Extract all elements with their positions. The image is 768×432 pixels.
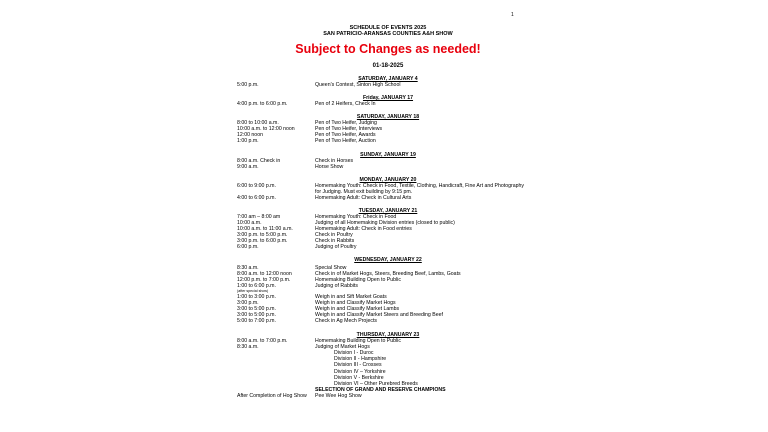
event-time: 4:00 p.m. to 6:00 p.m. — [237, 101, 288, 107]
event-description: Weigh in and Classify Market Hogs — [315, 300, 396, 306]
event-time: 1:00 to 3:00 p.m. — [237, 294, 276, 300]
event-time: 5:00 p.m. — [237, 82, 259, 88]
day-heading: Friday, JANUARY 17 — [362, 95, 414, 101]
schedule-row — [0, 82, 768, 89]
event-time: 3:00 p.m. to 5:00 p.m. — [237, 232, 288, 238]
event-description: Pee Wee Hog Show — [315, 393, 362, 399]
event-description: Check in of Market Hogs, Steers, Breeding Beef, Lambs, Goats — [315, 271, 461, 277]
event-time: 9:00 a.m. — [237, 164, 259, 170]
day-heading: SATURDAY, JANUARY 4 — [358, 76, 418, 82]
event-time: 7:00 am – 8:00 am — [237, 214, 281, 220]
event-description: Homemaking Building Open to Public — [315, 277, 401, 283]
schedule-row — [0, 244, 768, 251]
event-description: Judging of Market Hogs — [315, 344, 370, 350]
event-description: Pen of Two Heifer, Awards — [315, 132, 376, 138]
event-description: Weigh in and Classify Market Lambs — [315, 306, 400, 312]
schedule-row — [0, 195, 768, 202]
event-time: 1:00 to 6:00 p.m. — [237, 283, 276, 289]
event-description: Check in Poultry — [315, 232, 353, 238]
event-time: 6:00 to 9:00 p.m. — [237, 183, 276, 189]
schedule-row — [0, 318, 768, 325]
event-time: 8:00 a.m. to 7:00 p.m. — [237, 338, 288, 344]
event-description: Special Show — [315, 265, 347, 271]
event-time: 6:00 p.m. — [237, 244, 259, 250]
event-time: 8:30 a.m. — [237, 265, 259, 271]
event-description: Homemaking Youth: Check in Food — [315, 214, 397, 220]
schedule-title: SCHEDULE OF EVENTS 2025 — [349, 25, 427, 31]
show-name: SAN PATRICIO-ARANSAS COUNTIES A&H SHOW — [323, 31, 453, 37]
event-description: Pen of Two Heifer, Auction — [315, 138, 376, 144]
event-description: for Judging. Must exit building by 9:15 pm. — [315, 189, 413, 195]
schedule-row — [0, 164, 768, 171]
event-description: Pen of Two Heifer, Interviews — [315, 126, 383, 132]
event-time: 10:00 a.m. — [237, 220, 262, 226]
event-time: 8:00 a.m. Check in — [237, 158, 281, 164]
event-time: 3:00 p.m. to 6:00 p.m. — [237, 238, 288, 244]
event-time: 3:00 p.m. — [237, 300, 259, 306]
event-time: 4:00 to 6:00 p.m. — [237, 195, 276, 201]
event-time: 8:30 a.m. — [237, 344, 259, 350]
event-description: Judging of Rabbits — [315, 283, 358, 289]
event-description: Queen's Contest, Sinton High School — [315, 82, 401, 88]
revision-date: 01-18-2025 — [372, 63, 404, 69]
event-description: Weigh in and Sift Market Goats — [315, 294, 387, 300]
event-description: Homemaking Building Open to Public — [315, 338, 401, 344]
hog-division: Division I - Duroc — [334, 350, 374, 356]
schedule-row — [0, 393, 768, 400]
day-heading: MONDAY, JANUARY 20 — [359, 177, 417, 183]
event-time: 1:00 p.m. — [237, 138, 259, 144]
day-heading: TUESDAY, JANUARY 21 — [358, 208, 418, 214]
event-time: 5:00 to 7:00 p.m. — [237, 318, 276, 324]
hog-division: Division II - Hampshire — [334, 356, 387, 362]
schedule-row — [0, 283, 768, 293]
event-description: Pen of 2 Heifers, Check In — [315, 101, 376, 107]
event-time: After Completion of Hog Show — [237, 393, 307, 399]
event-description: Homemaking Adult: Check in Food entries — [315, 226, 412, 232]
day-heading: SUNDAY, JANUARY 19 — [360, 152, 416, 158]
event-time: 8:00 a.m. to 12:00 noon — [237, 271, 292, 277]
event-description: Weigh in and Classify Market Steers and Breeding Beef — [315, 312, 443, 318]
hog-division: Division IV – Yorkshire — [334, 369, 386, 375]
day-heading: THURSDAY, JANUARY 23 — [356, 332, 420, 338]
event-description: Check in Ag Mech Projects — [315, 318, 377, 324]
event-description: Check in Horses — [315, 158, 354, 164]
event-description: Check in Rabbits — [315, 238, 355, 244]
event-time: 8:00 to 10:00 a.m. — [237, 120, 279, 126]
event-time-note: (after special show) — [237, 289, 269, 293]
page-number: 1 — [511, 12, 514, 18]
event-time: 10:00 a.m. to 11:00 a.m. — [237, 226, 293, 232]
event-description: Judging of Poultry — [315, 244, 357, 250]
day-heading: WEDNESDAY, JANUARY 22 — [354, 257, 422, 263]
champion-selection: SELECTION OF GRAND AND RESERVE CHAMPIONS — [315, 387, 446, 393]
event-time: 3:00 to 5:00 p.m. — [237, 312, 276, 318]
event-description: Pen of Two Heifer, Judging — [315, 120, 377, 126]
hog-division: Division III - Crosses — [334, 362, 382, 368]
event-description: Homemaking Adult: Check in Cultural Arts — [315, 195, 412, 201]
event-time: 10:00 a.m. to 12:00 noon — [237, 126, 295, 132]
changes-notice: Subject to Changes as needed! — [295, 42, 481, 56]
event-time: 12:00 p.m. to 7:00 p.m. — [237, 277, 291, 283]
day-heading: SATURDAY, JANUARY 18 — [356, 114, 420, 120]
schedule-row — [0, 138, 768, 145]
event-description: Horse Show — [315, 164, 344, 170]
event-time: 12:00 noon — [237, 132, 263, 138]
hog-division: Division VI – Other Purebred Breeds — [334, 381, 418, 387]
schedule-row — [0, 101, 768, 108]
hog-division: Division V - Berkshire — [334, 375, 384, 381]
event-description: Homemaking Youth: Check in Food, Textile, Clothing, Handicraft, Fine Art and Photography — [315, 183, 524, 189]
schedule-row — [0, 344, 768, 351]
event-time: 3:00 to 5:00 p.m. — [237, 306, 276, 312]
event-description: Judging of all Homemaking Division entries (closed to public) — [315, 220, 455, 226]
